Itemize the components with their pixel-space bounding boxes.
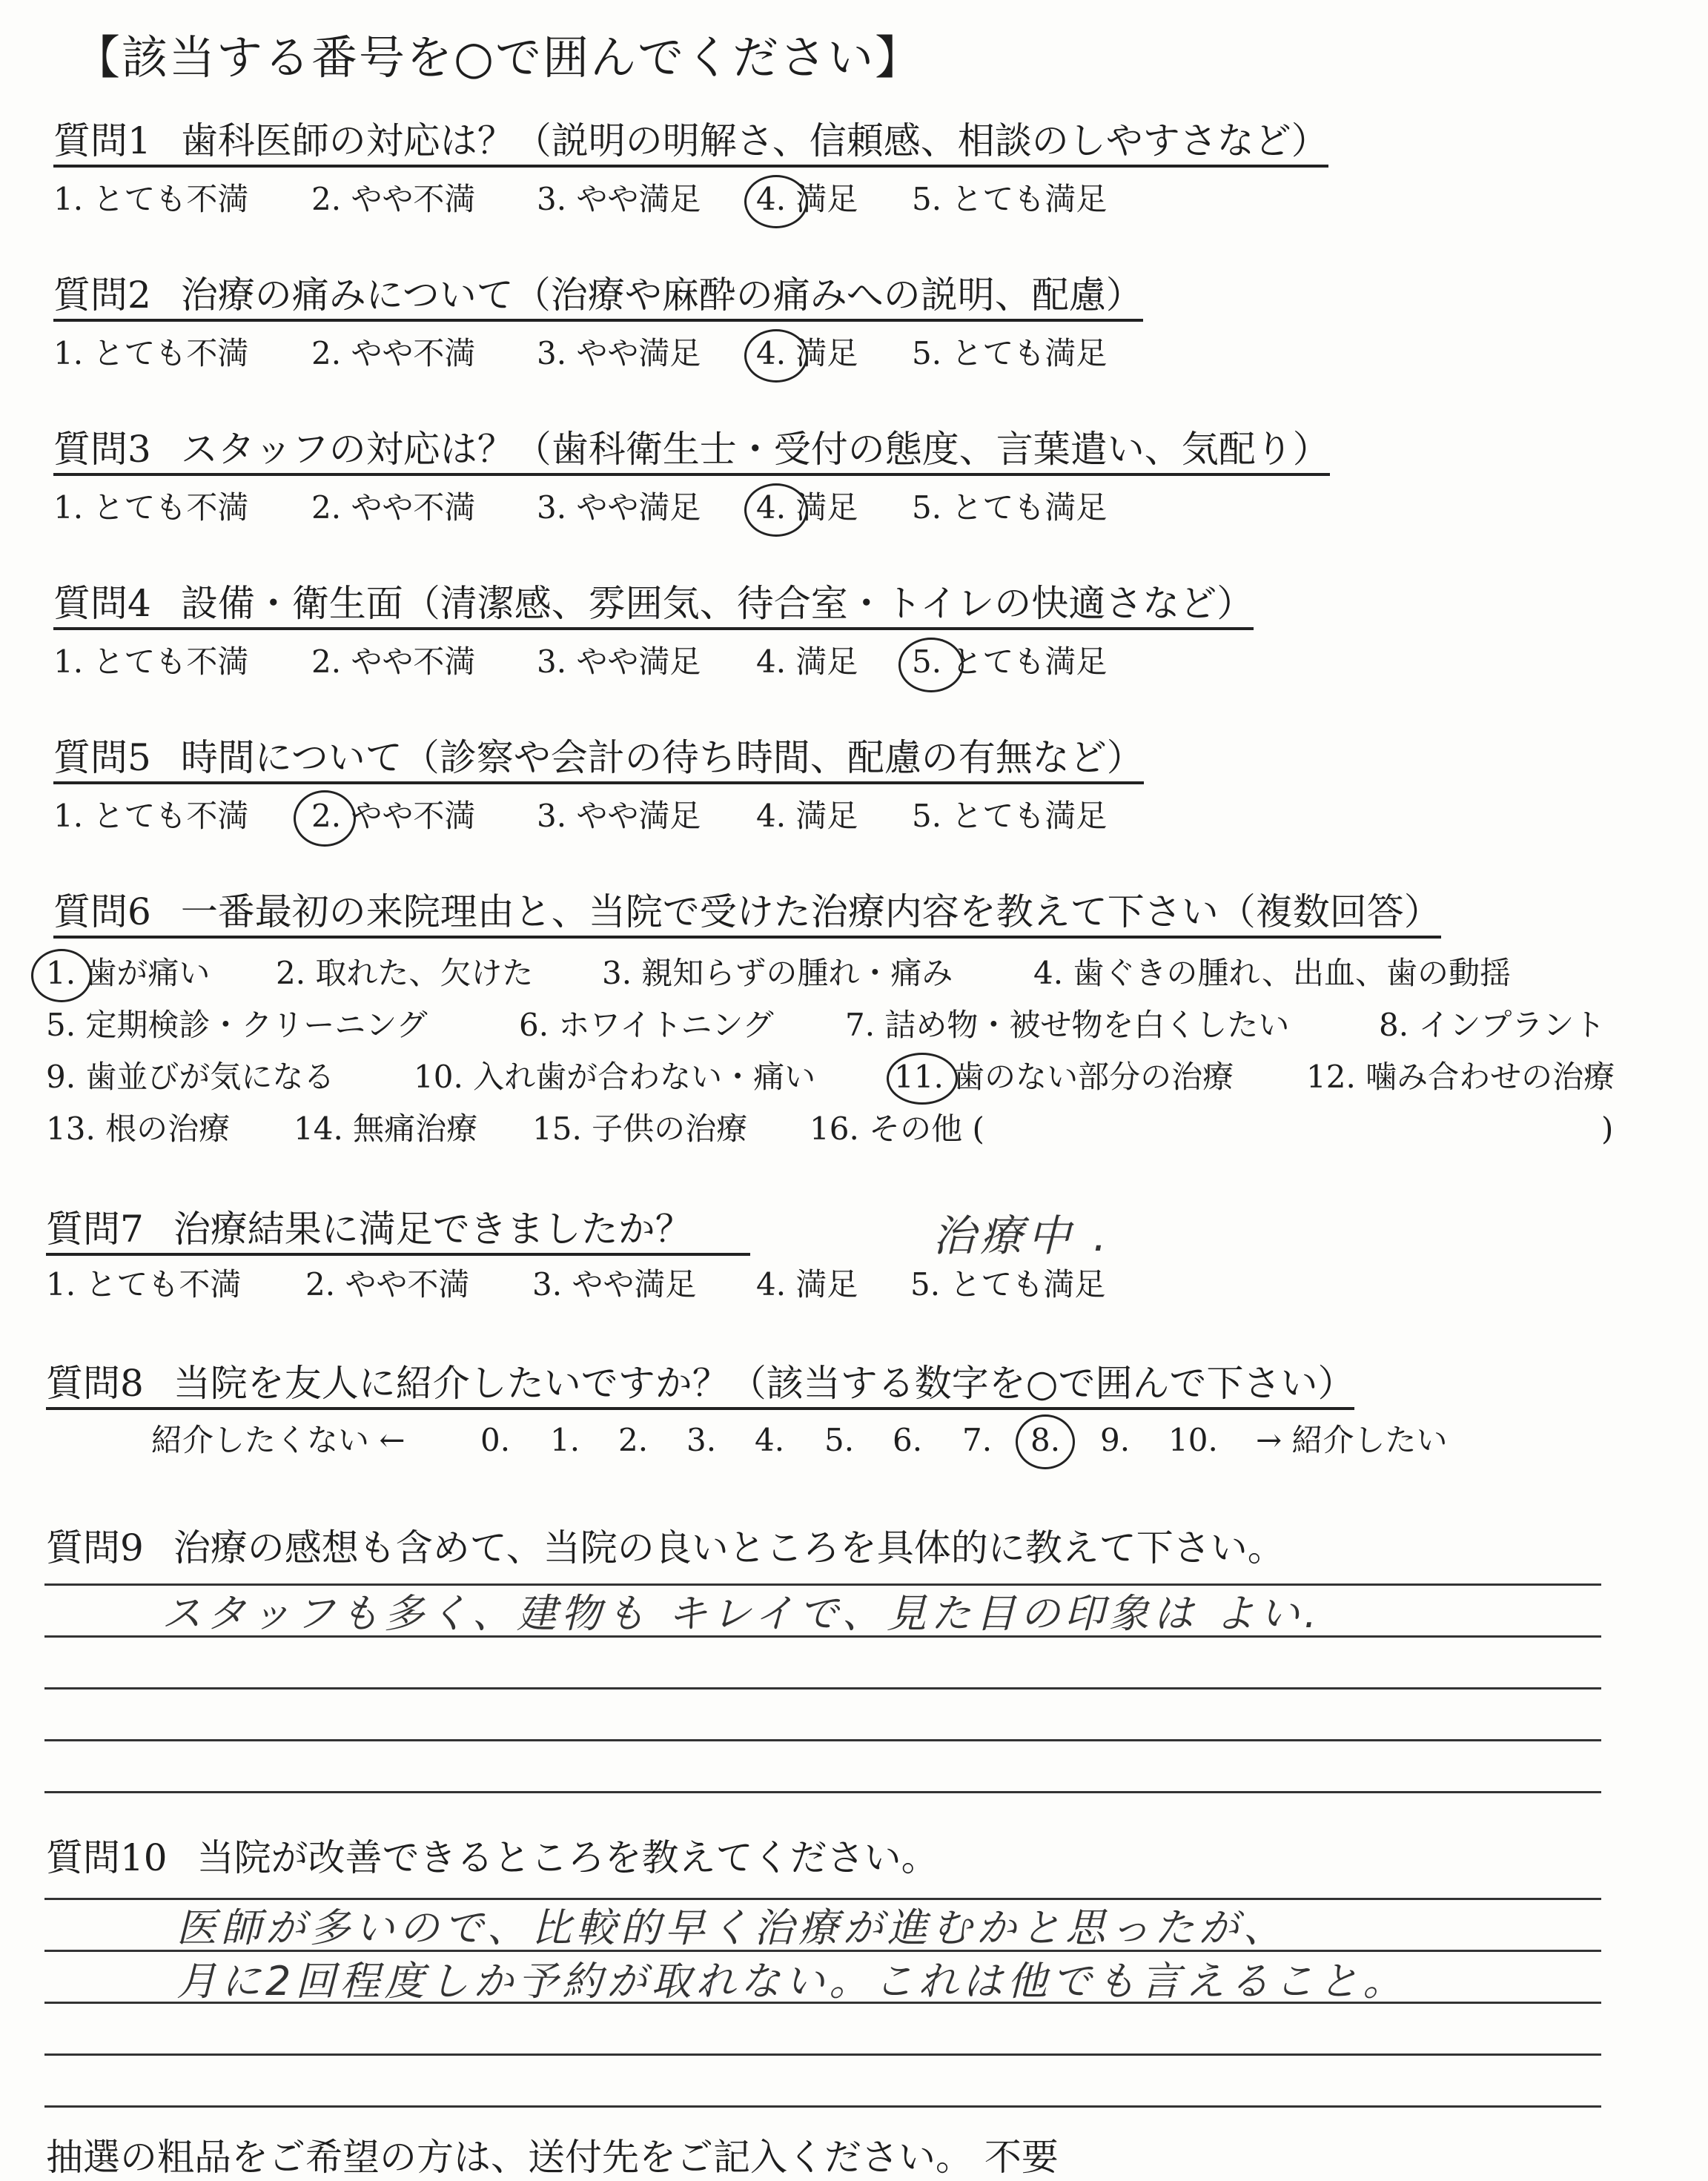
q8-scale-left-label: 紹介したくない ←	[151, 1422, 406, 1458]
q2-option-1[interactable]: 1. とても不満	[53, 335, 249, 371]
q6-option-15[interactable]: 15. 子供の治療	[532, 1111, 748, 1147]
q8-option-0[interactable]: 0.	[480, 1422, 511, 1458]
q7-option-5[interactable]: 5. とても満足	[910, 1266, 1106, 1303]
q6-option-1[interactable]: 1. 歯が痛い	[46, 955, 211, 991]
q3-option-5[interactable]: 5. とても満足	[912, 489, 1108, 526]
q1-option-1[interactable]: 1. とても不満	[53, 181, 249, 217]
answer-line	[44, 1791, 1601, 1793]
q6-option-11[interactable]: 11. 歯のない部分の治療	[894, 1059, 1234, 1095]
answer-line	[44, 1687, 1601, 1689]
q6-option-6[interactable]: 6. ホワイトニング	[519, 1007, 774, 1043]
q5-option-2[interactable]: 2. やや不満	[311, 798, 476, 834]
q6-option-8[interactable]: 8. インプラント	[1379, 1007, 1606, 1043]
question-number: 質問10	[46, 1836, 168, 1879]
q1-option-3[interactable]: 3. やや満足	[537, 181, 701, 217]
q4-option-4[interactable]: 4. 満足	[756, 643, 858, 680]
q4-option-3[interactable]: 3. やや満足	[537, 643, 701, 680]
q10-handwritten-answer-line-2[interactable]: 月に2回程度しか予約が取れない。これは他でも言えること。	[176, 1958, 1408, 2005]
q8-option-7[interactable]: 7.	[962, 1422, 993, 1458]
q8-option-4[interactable]: 4.	[755, 1422, 785, 1458]
q1-option-2[interactable]: 2. やや不満	[311, 181, 476, 217]
q4-option-2[interactable]: 2. やや不満	[311, 643, 476, 680]
q6-option-7[interactable]: 7. 詰め物・被せ物を白くしたい	[845, 1007, 1290, 1043]
q8-option-2[interactable]: 2.	[618, 1422, 649, 1458]
q8-option-6[interactable]: 6.	[893, 1422, 923, 1458]
question-number: 質問4	[53, 582, 151, 625]
q10-handwritten-answer-line-1[interactable]: 医師が多いので、比較的早く治療が進むかと思ったが、	[176, 1904, 1288, 1951]
q5-option-5[interactable]: 5. とても満足	[912, 798, 1108, 834]
question-number: 質問6	[53, 890, 151, 933]
q6-option-14[interactable]: 14. 無痛治療	[294, 1111, 478, 1147]
answer-line	[44, 2002, 1601, 2004]
q2-option-5[interactable]: 5. とても満足	[912, 335, 1108, 371]
q4-option-5[interactable]: 5. とても満足	[912, 643, 1108, 680]
question-7-heading	[46, 1207, 750, 1256]
answer-line	[44, 1739, 1601, 1741]
question-number: 質問3	[53, 428, 151, 471]
question-9-heading	[46, 1518, 1285, 1572]
question-text: 歯科医師の対応は？（説明の明解さ、信頼感、相談のしやすさなど）	[180, 119, 1328, 162]
q6-option-13[interactable]: 13. 根の治療	[46, 1111, 231, 1147]
q8-option-10[interactable]: 10.	[1168, 1422, 1218, 1458]
question-3-heading	[53, 427, 1330, 476]
q5-option-4[interactable]: 4. 満足	[756, 798, 858, 834]
question-number: 質問1	[53, 119, 151, 162]
q7-handwritten-note: 治療中 .	[933, 1211, 1111, 1261]
q6-option-9[interactable]: 9. 歯並びが気になる	[46, 1059, 335, 1095]
question-number: 質問9	[46, 1526, 144, 1569]
answer-line	[44, 2105, 1601, 2108]
q3-option-3[interactable]: 3. やや満足	[537, 489, 701, 526]
q8-option-1[interactable]: 1.	[550, 1422, 580, 1458]
question-text: 設備・衛生面（清潔感、雰囲気、待合室・トイレの快適さなど）	[180, 582, 1254, 625]
q4-option-1[interactable]: 1. とても不満	[53, 643, 249, 680]
q2-option-3[interactable]: 3. やや満足	[537, 335, 701, 371]
question-6-heading	[53, 890, 1441, 939]
q6-option-4[interactable]: 4. 歯ぐきの腫れ、出血、歯の動揺	[1033, 955, 1511, 991]
q8-option-9[interactable]: 9.	[1100, 1422, 1131, 1458]
q5-option-3[interactable]: 3. やや満足	[537, 798, 701, 834]
q7-option-1[interactable]: 1. とても不満	[46, 1266, 242, 1303]
q8-scale-right-label: → 紹介したい	[1256, 1422, 1448, 1458]
q2-option-2[interactable]: 2. やや不満	[311, 335, 476, 371]
q6-option-2[interactable]: 2. 取れた、欠けた	[276, 955, 534, 991]
q9-handwritten-answer[interactable]: スタッフも多く、建物も キレイで、見た目の印象は よい.	[162, 1590, 1322, 1637]
q6-option-10[interactable]: 10. 入れ歯が合わない・痛い	[414, 1059, 816, 1095]
question-text: 治療の痛みについて（治療や麻酔の痛みへの説明、配慮）	[180, 274, 1143, 317]
question-text: 当院が改善できるところを教えてください。	[196, 1836, 939, 1879]
question-text: 一番最初の来院理由と、当院で受けた治療内容を教えて下さい（複数回答）	[180, 890, 1441, 933]
q1-option-4[interactable]: 4. 満足	[756, 181, 858, 217]
q2-option-4[interactable]: 4. 満足	[756, 335, 858, 371]
question-5-heading	[53, 735, 1144, 784]
q6-other-close-paren: )	[1601, 1111, 1614, 1147]
q8-option-5[interactable]: 5.	[824, 1422, 855, 1458]
q5-option-1[interactable]: 1. とても不満	[53, 798, 249, 834]
question-number: 質問7	[46, 1208, 144, 1251]
q3-option-1[interactable]: 1. とても不満	[53, 489, 249, 526]
answer-line	[44, 2053, 1601, 2056]
q6-option-5[interactable]: 5. 定期検診・クリーニング	[46, 1007, 428, 1043]
question-8-heading	[46, 1361, 1354, 1410]
answer-line	[44, 1635, 1601, 1638]
question-2-heading	[53, 273, 1143, 322]
q7-option-3[interactable]: 3. やや満足	[532, 1266, 697, 1303]
question-1-heading	[53, 119, 1328, 168]
question-number: 質問5	[53, 736, 151, 779]
q3-option-2[interactable]: 2. やや不満	[311, 489, 476, 526]
question-number: 質問8	[46, 1362, 144, 1405]
page-title: 【該当する番号を○で囲んでください】	[74, 30, 923, 85]
question-number: 質問2	[53, 274, 151, 317]
q6-option-16[interactable]: 16. その他 (	[810, 1111, 984, 1147]
q8-option-8[interactable]: 8.	[1030, 1422, 1061, 1458]
question-text: 当院を友人に紹介したいですか？（該当する数字を○で囲んで下さい）	[173, 1362, 1355, 1405]
question-text: 治療の感想も含めて、当院の良いところを具体的に教えて下さい。	[173, 1526, 1285, 1569]
question-10-heading	[46, 1828, 939, 1882]
q7-option-4[interactable]: 4. 満足	[756, 1266, 858, 1303]
question-text: 治療結果に満足できましたか？	[173, 1208, 692, 1251]
q6-option-3[interactable]: 3. 親知らずの腫れ・痛み	[602, 955, 953, 991]
question-text: 時間について（診察や会計の待ち時間、配慮の有無など）	[180, 736, 1144, 779]
q8-option-3[interactable]: 3.	[686, 1422, 717, 1458]
question-4-heading	[53, 581, 1254, 630]
question-text: スタッフの対応は？（歯科衛生士・受付の態度、言葉遣い、気配り）	[180, 428, 1330, 471]
q3-option-4[interactable]: 4. 満足	[756, 489, 858, 526]
prize-address-note: 抽選の粗品をご希望の方は、送付先をご記入ください。 不要	[46, 2136, 1059, 2179]
q7-option-2[interactable]: 2. やや不満	[305, 1266, 470, 1303]
q1-option-5[interactable]: 5. とても満足	[912, 181, 1108, 217]
q6-option-12[interactable]: 12. 噛み合わせの治療	[1306, 1059, 1615, 1095]
